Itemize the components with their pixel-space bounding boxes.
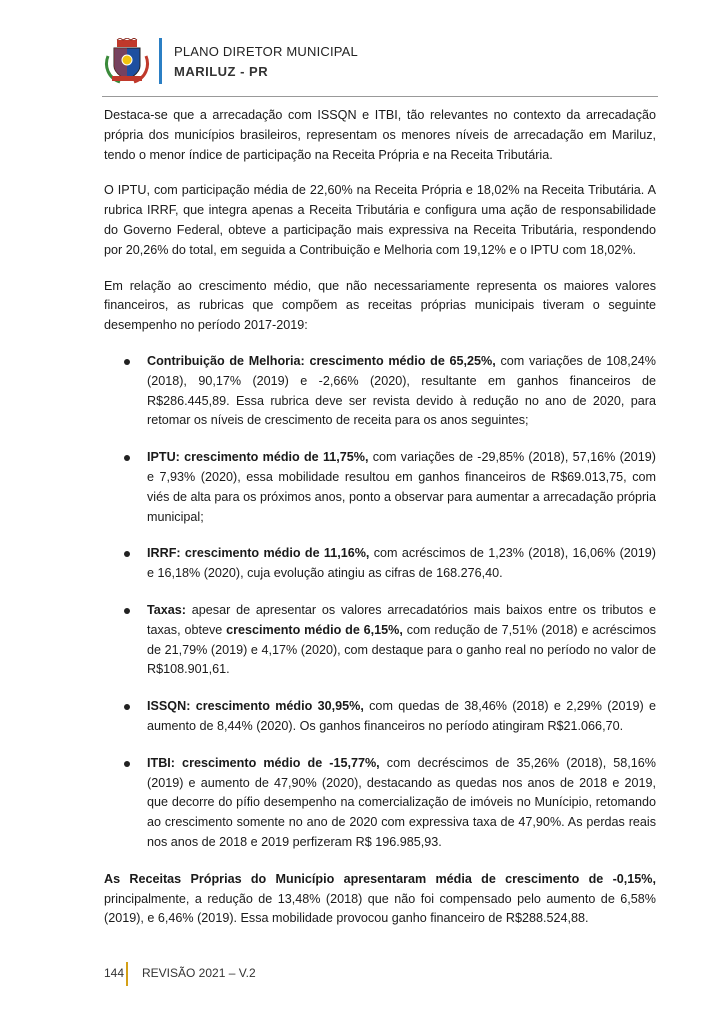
list-item-text-continued: com redução de 7,51% (2018) e acréscimos de 21,79% (2019) e 4,17% (2020), com destaque para o ganho real no período no valor de R$108.901,61. bbox=[147, 622, 656, 677]
bullet-icon bbox=[124, 608, 130, 614]
page-number: 144 bbox=[104, 966, 125, 980]
bullet-icon bbox=[124, 455, 130, 461]
list-item-heading: IRRF: crescimento médio de 11,16%, bbox=[147, 546, 370, 561]
list-item-text: com variações de -29,85% (2018), 57,16% (2019) e 7,93% (2020), essa mobilidade resultou em ganhos financeiros de R$69.013,75, com viés de alta para os próximos anos, ponto a observar para aumentar a arrecadação própria municipal; bbox=[147, 450, 656, 524]
list-item-issqn bbox=[104, 697, 656, 737]
bullet-icon bbox=[124, 551, 130, 557]
page-header bbox=[102, 38, 658, 98]
list-item-heading: ISSQN: crescimento médio 30,95%, bbox=[147, 699, 364, 714]
list-item-heading: IPTU: crescimento médio de 11,75%, bbox=[147, 450, 369, 465]
list-item-contribuicao bbox=[104, 352, 656, 431]
header-accent-bar bbox=[159, 38, 162, 84]
list-item-text: apesar de apresentar os valores arrecadatórios mais baixos entre os tributos e taxas, obteve bbox=[147, 602, 656, 637]
list-item-iptu bbox=[104, 448, 656, 527]
growth-list bbox=[104, 352, 656, 853]
header-divider bbox=[102, 96, 658, 97]
list-item-text: com decréscimos de 35,26% (2018), 58,16% (2019) e aumento de 47,90% (2020), destacando as quedas nos anos de 2018 e 2019, que decorre do pífio desempenho na comercialização de imóveis no Munícipio, retomando ao crescimento somente no ano de 2020 com expressiva taxa de 47,90%. As perdas reais nos anos de 2018 e 2019 perfizeram R$ 196.985,93. bbox=[147, 755, 656, 849]
closing-heading: As Receitas Próprias do Município apresentaram média de crescimento de -0,15%, bbox=[104, 871, 656, 886]
bullet-icon bbox=[124, 761, 130, 767]
list-item-text: com quedas de 38,46% (2018) e 2,29% (2019) e aumento de 8,44% (2020). Os ganhos financeiros no período atingiram R$21.066,70. bbox=[147, 699, 656, 733]
list-item-taxas bbox=[104, 601, 656, 680]
bullet-icon bbox=[124, 359, 130, 365]
paragraph-3: Em relação ao crescimento médio, que não necessariamente representa os maiores valores financeiros, as rubricas que compõem as receitas próprias municipais tiveram o seguinte desempenho no período 2017-2019: bbox=[104, 278, 656, 333]
municipal-coat-of-arms-icon bbox=[102, 38, 152, 84]
list-item-text: com variações de 108,24% (2018), 90,17% (2019) e -2,66% (2020), resultante em ganhos financeiros de R$286.445,89. Essa rubrica deve ser revista devido à redução no ano de 2020, para retomar os níveis de crescimento de receita para os anos seguintes; bbox=[147, 353, 656, 428]
paragraph-2: O IPTU, com participação média de 22,60% na Receita Própria e 18,02% na Receita Tributária. A rubrica IRRF, que integra apenas a Receita Tributária e configura uma ação de responsabilidade do Governo Federal, obteve a participação mais expressiva na Receita Tributária, respondendo por 20,26% do total, em seguida a Contribuição e Melhoria com 19,12% e o IPTU com 18,02%. bbox=[104, 183, 656, 257]
list-item-heading: ITBI: crescimento médio de -15,77%, bbox=[147, 755, 380, 770]
footer-accent-bar bbox=[126, 962, 128, 986]
list-item-text: com acréscimos de 1,23% (2018), 16,06% (2019) e 16,18% (2020), cuja evolução atingiu as cifras de 168.276,40. bbox=[147, 546, 656, 581]
list-item-irrf bbox=[104, 544, 656, 584]
list-item-heading: Taxas: bbox=[147, 602, 186, 617]
list-item-highlight: crescimento médio de 6,15%, bbox=[226, 622, 403, 637]
list-item-heading: Contribuição de Melhoria: crescimento médio de 65,25%, bbox=[147, 353, 496, 368]
page-body bbox=[104, 106, 656, 945]
paragraph-1: Destaca-se que a arrecadação com ISSQN e ITBI, tão relevantes no contexto da arrecadação própria dos municípios brasileiros, representam os menores níveis de arrecadação em Mariluz, tendo o menor índice de participação na Receita Própria e na Receita Tributária. bbox=[104, 108, 656, 162]
closing-paragraph bbox=[104, 870, 656, 929]
document-title: PLANO DIRETOR MUNICIPAL bbox=[174, 44, 358, 59]
list-item-itbi bbox=[104, 754, 656, 853]
closing-text: principalmente, a redução de 13,48% (2018) que não foi compensado pelo aumento de 6,58% (2019), e 6,46% (2019). Essa mobilidade provocou ganho financeiro de R$288.524,88. bbox=[104, 891, 656, 926]
revision-label: REVISÃO 2021 – V.2 bbox=[142, 966, 256, 980]
municipality-name: MARILUZ - PR bbox=[174, 64, 269, 79]
bullet-icon bbox=[124, 704, 130, 710]
